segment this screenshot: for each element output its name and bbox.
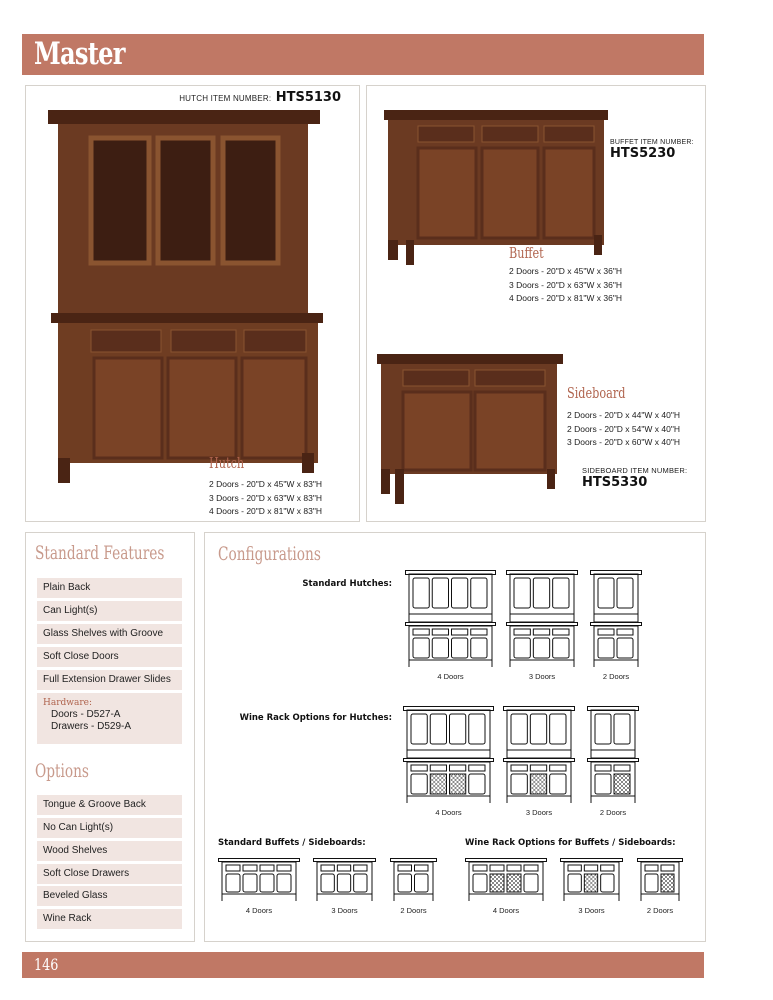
spec-line: 3 Doors - 20"D x 63"W x 83"H — [209, 492, 322, 503]
option-item: Tongue & Groove Back — [37, 795, 182, 815]
wine-hutch-diagram — [403, 706, 494, 804]
hardware-label: Hardware: — [43, 698, 93, 708]
hutch-specs — [209, 478, 322, 519]
hardware-doors: Doors - D527-A — [51, 709, 121, 720]
hutch-item-label: HUTCH ITEM NUMBER: — [179, 94, 272, 103]
option-item: Wood Shelves — [37, 841, 182, 861]
buffet-item-number — [610, 139, 694, 161]
diagram-caption: 4 Doors — [435, 808, 462, 817]
feature-item: Can Light(s) — [37, 601, 182, 621]
buffet-title: Buffet — [509, 244, 544, 262]
spec-line: 4 Doors - 20"D x 81"W x 83"H — [209, 506, 322, 516]
page-number: 146 — [34, 955, 59, 974]
feature-item: Plain Back — [37, 578, 182, 598]
standard-hutches-label: Standard Hutches: — [302, 579, 392, 589]
buffet-specs — [509, 265, 622, 306]
diagram-caption: 4 Doors — [492, 906, 520, 915]
feature-item: Glass Shelves with Groove — [37, 624, 182, 644]
sideboard-title: Sideboard — [567, 384, 626, 402]
sideboard-item-code: HTS5330 — [582, 475, 648, 490]
spec-line: 2 Doors - 20"D x 44"W x 40"H — [567, 410, 680, 420]
sideboard-photo — [377, 354, 565, 509]
diagram-caption: 2 Doors — [599, 808, 627, 817]
standard-buffets-label: Standard Buffets / Sideboards: — [218, 838, 366, 848]
standard-buffet-diagram — [218, 858, 300, 902]
standard-hutch-diagram — [590, 570, 642, 668]
diagram-caption: 3 Doors — [331, 906, 358, 915]
standard-buffet-diagram — [390, 858, 437, 902]
wine-buffets-label: Wine Rack Options for Buffets / Sideboards: — [465, 838, 676, 848]
wine-hutches-label: Wine Rack Options for Hutches: — [239, 713, 392, 723]
wine-hutch-diagram — [587, 706, 639, 804]
header-bar — [22, 34, 704, 75]
footer-bar — [22, 952, 704, 978]
diagram-caption: 2 Doors — [602, 672, 630, 681]
diagram-caption: 4 Doors — [437, 672, 464, 681]
spec-line: 2 Doors - 20"D x 45"W x 83"H — [209, 479, 322, 489]
standard-features-title: Standard Features — [35, 542, 165, 564]
sideboard-item-number — [582, 466, 687, 490]
hardware-block — [37, 693, 182, 744]
wine-buffet-diagram — [637, 858, 683, 902]
diagram-caption: 3 Doors — [528, 672, 556, 681]
diagram-caption: 3 Doors — [578, 906, 605, 915]
hutch-title: Hutch — [209, 454, 245, 472]
standard-hutch-diagram — [506, 570, 578, 668]
sideboard-item-label: SIDEBOARD ITEM NUMBER: — [582, 466, 688, 475]
diagram-caption: 4 Doors — [245, 906, 273, 915]
buffet-item-label: BUFFET ITEM NUMBER: — [610, 139, 694, 146]
standard-hutch-diagram — [405, 570, 496, 668]
option-item: Beveled Glass — [37, 886, 182, 906]
feature-item: Soft Close Doors — [37, 647, 182, 667]
option-item: Soft Close Drawers — [37, 864, 182, 884]
diagram-caption: 3 Doors — [525, 808, 553, 817]
hutch-item-code: HTS5130 — [275, 90, 341, 105]
diagram-caption: 2 Doors — [400, 906, 427, 915]
buffet-item-code: HTS5230 — [610, 146, 676, 161]
page-title: Master — [34, 36, 125, 72]
option-item: Wine Rack — [37, 909, 182, 929]
spec-line: 3 Doors - 20"D x 63"W x 36"H — [509, 279, 622, 290]
hutch-photo — [46, 108, 326, 498]
spec-line: 2 Doors - 20"D x 54"W x 40"H — [567, 423, 680, 434]
buffet-sideboard-panel — [366, 85, 706, 522]
sideboard-specs — [567, 409, 680, 450]
standard-buffet-diagram — [313, 858, 376, 902]
diagram-caption: 2 Doors — [646, 906, 674, 915]
spec-line: 4 Doors - 20"D x 81"W x 36"H — [509, 293, 622, 303]
feature-item: Full Extension Drawer Slides — [37, 670, 182, 690]
buffet-photo — [384, 110, 610, 265]
wine-hutch-diagram — [503, 706, 575, 804]
spec-line: 3 Doors - 20"D x 60"W x 40"H — [567, 437, 680, 447]
hutch-item-number — [177, 88, 343, 106]
options-title: Options — [35, 760, 89, 782]
hardware-drawers: Drawers - D529-A — [51, 721, 132, 732]
option-item: No Can Light(s) — [37, 818, 182, 838]
wine-buffet-diagram — [465, 858, 547, 902]
wine-buffet-diagram — [560, 858, 623, 902]
configurations-title: Configurations — [218, 543, 321, 565]
spec-line: 2 Doors - 20"D x 45"W x 36"H — [509, 266, 622, 276]
hutch-panel — [25, 85, 360, 522]
